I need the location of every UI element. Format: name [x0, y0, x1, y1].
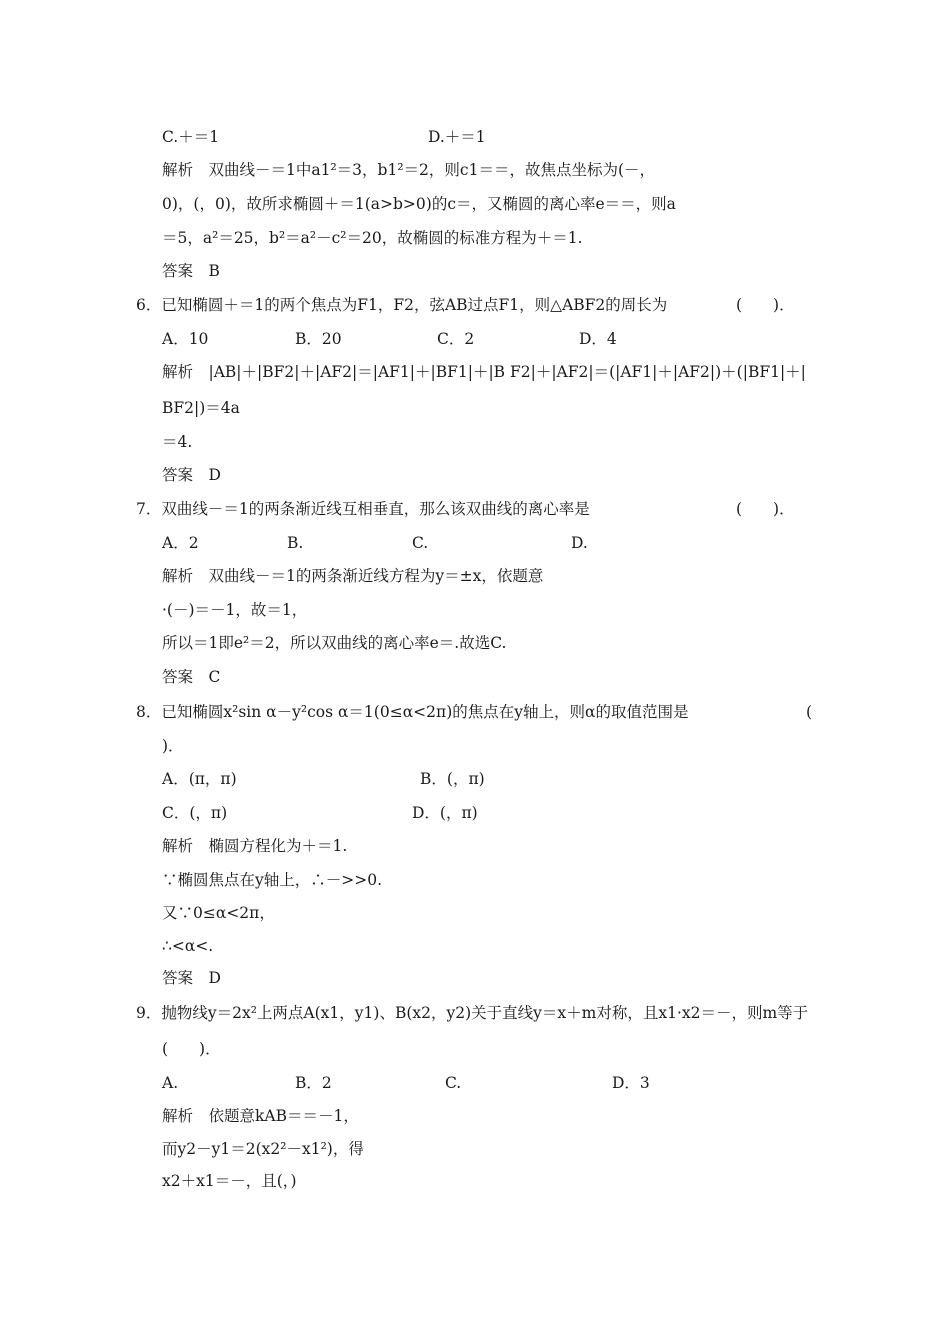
q6-analysis-line2: BF2|)＝4a: [162, 399, 240, 417]
q6-stem: 6．已知椭圆＋＝1的两个焦点为F1，F2，弦AB过点F1，则△ABF2的周长为: [136, 296, 668, 314]
q5-option-d: D.＋＝1: [428, 128, 486, 146]
q6-analysis-line1: 解析 |AB|＋|BF2|＋|AF2|＝|AF1|＋|BF1|＋|B F2|＋|AF2|＝(|AF1|＋|AF2|)＋(|BF1|＋|: [162, 363, 806, 381]
q9-analysis-line1: 解析 依题意kAB＝＝－1，: [162, 1107, 359, 1125]
q8-option-b: B．(，π): [420, 770, 485, 788]
q7-stem: 7．双曲线－＝1的两条渐近线互相垂直，那么该双曲线的离心率是: [136, 500, 590, 518]
q9-option-d: D．3: [612, 1074, 650, 1092]
q7-analysis-line1: 解析 双曲线－＝1的两条渐近线方程为y＝±x，依题意: [162, 567, 544, 585]
q6-answer: 答案 D: [162, 466, 221, 484]
q6-option-d: D．4: [579, 330, 617, 348]
q5-analysis-line3: ＝5，a²＝25，b²＝a²－c²＝20，故椭圆的标准方程为＋＝1.: [162, 229, 583, 247]
q5-answer: 答案 B: [162, 262, 220, 280]
q9-analysis-line3: x2＋x1＝－，且(，): [162, 1172, 297, 1190]
q7-option-d: D.: [571, 534, 588, 552]
q7-answer: 答案 C: [162, 668, 221, 686]
q8-option-c: C．(，π): [162, 804, 228, 822]
q6-analysis-line3: ＝4.: [162, 433, 193, 451]
q8-paren-close: )．: [162, 737, 184, 755]
q7-analysis-line3: 所以＝1即e²＝2，所以双曲线的离心率e＝.故选C.: [162, 634, 507, 652]
q8-answer: 答案 D: [162, 969, 221, 987]
q9-option-a: A.: [162, 1074, 179, 1092]
q8-option-d: D．(，π): [412, 804, 478, 822]
q8-analysis-line3: 又∵0≤α<2π，: [162, 904, 275, 922]
q7-analysis-line2: ·(－)＝－1，故＝1，: [162, 601, 308, 619]
q8-paren-open: (: [806, 703, 813, 721]
q9-answer-paren: ( )．: [162, 1040, 221, 1058]
q6-option-a: A．10: [162, 330, 209, 348]
q9-option-b: B．2: [295, 1074, 332, 1092]
q5-option-c: C.＋＝1: [162, 128, 220, 146]
q7-option-a: A．2: [162, 534, 199, 552]
q6-option-b: B．20: [295, 330, 342, 348]
q5-analysis-line1: 解析 双曲线－＝1中a1²＝3，b1²＝2，则c1＝＝，故焦点坐标为(－，: [162, 161, 655, 179]
q7-answer-paren: ( )．: [736, 500, 795, 518]
q8-stem: 8．已知椭圆x²sin α－y²cos α＝1(0≤α<2π)的焦点在y轴上，则α的取值范围是: [136, 703, 689, 721]
q5-analysis-line2: 0)，(，0)，故所求椭圆＋＝1(a>b>0)的c＝，又椭圆的离心率e＝＝，则a: [162, 195, 676, 213]
q9-stem: 9．抛物线y＝2x²上两点A(x1，y1)、B(x2，y2)关于直线y＝x＋m对称，且x1·x2＝－，则m等于: [136, 1004, 809, 1022]
q7-option-b: B.: [287, 534, 304, 552]
q8-option-a: A．(π，π): [162, 770, 237, 788]
q6-option-c: C．2: [437, 330, 475, 348]
q9-analysis-line2: 而y2－y1＝2(x2²－x1²)，得: [162, 1140, 364, 1158]
q8-analysis-line4: ∴<α<.: [162, 937, 214, 955]
q8-analysis-line1: 解析 椭圆方程化为＋＝1.: [162, 837, 348, 855]
q8-analysis-line2: ∵椭圆焦点在y轴上，∴－>>0.: [162, 871, 383, 889]
q7-option-c: C.: [412, 534, 429, 552]
q6-answer-paren: ( )．: [736, 296, 795, 314]
q9-option-c: C.: [445, 1074, 462, 1092]
